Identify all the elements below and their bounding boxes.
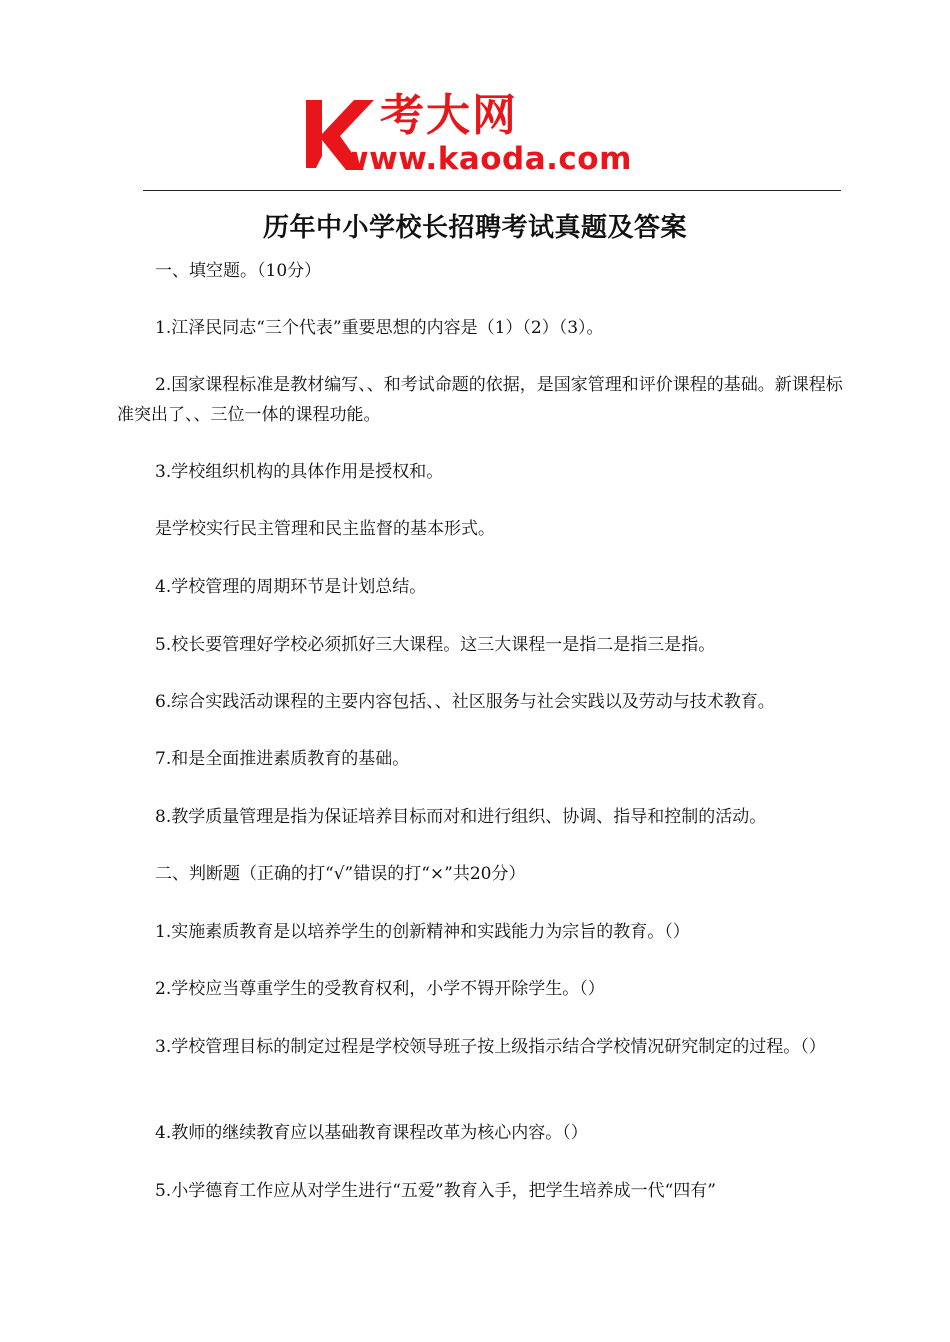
paragraph: 4.教师的继续教育应以基础教育课程改革为核心内容。（） bbox=[155, 1123, 588, 1143]
paragraph: 7.和是全面推进素质教育的基础。 bbox=[155, 749, 410, 769]
logo-url: www.kaoda.com bbox=[340, 141, 632, 177]
section-heading-fill-blank: 一、填空题。（10分） bbox=[155, 261, 322, 281]
paragraph: 是学校实行民主管理和民主监督的基本形式。 bbox=[155, 519, 495, 539]
paragraph: 4.学校管理的周期环节是计划总结。 bbox=[155, 577, 427, 597]
paragraph: 3.学校组织机构的具体作用是授权和。 bbox=[155, 462, 444, 482]
paragraph: 6.综合实践活动课程的主要内容包括、、社区服务与社会实践以及劳动与技术教育。 bbox=[155, 692, 775, 712]
paragraph: 3.学校管理目标的制定过程是学校领导班子按上级指示结合学校情况研究制定的过程。（） bbox=[155, 1037, 826, 1057]
paragraph: 1.江泽民同志“三个代表”重要思想的内容是（1）（2）（3）。 bbox=[155, 318, 604, 338]
header-divider bbox=[143, 190, 841, 191]
paragraph: 2.国家课程标准是教材编写、、和考试命题的依据，是国家管理和评价课程的基础。新课程标准突出了、、三位一体的课程功能。 bbox=[117, 375, 843, 425]
paragraph: 8.教学质量管理是指为保证培养目标而对和进行组织、协调、指导和控制的活动。 bbox=[155, 807, 767, 827]
paragraph: 1.实施素质教育是以培养学生的创新精神和实践能力为宗旨的教育。（） bbox=[155, 922, 690, 942]
paragraph: 5.校长要管理好学校必须抓好三大课程。这三大课程一是指二是指三是指。 bbox=[155, 635, 716, 655]
paragraph: 2.学校应当尊重学生的受教育权利，小学不锝开除学生。（） bbox=[155, 979, 605, 999]
paragraph: 5.小学德育工作应从对学生进行“五爱”教育入手，把学生培养成一代“四有” bbox=[155, 1181, 716, 1201]
logo-title: 考大网 bbox=[380, 90, 518, 141]
section-heading-true-false: 二、判断题（正确的打“√”错误的打“×”共20分） bbox=[155, 864, 526, 884]
kaoda-logo bbox=[300, 90, 670, 185]
document-title: 历年中小学校长招聘考试真题及答案 bbox=[262, 213, 687, 243]
